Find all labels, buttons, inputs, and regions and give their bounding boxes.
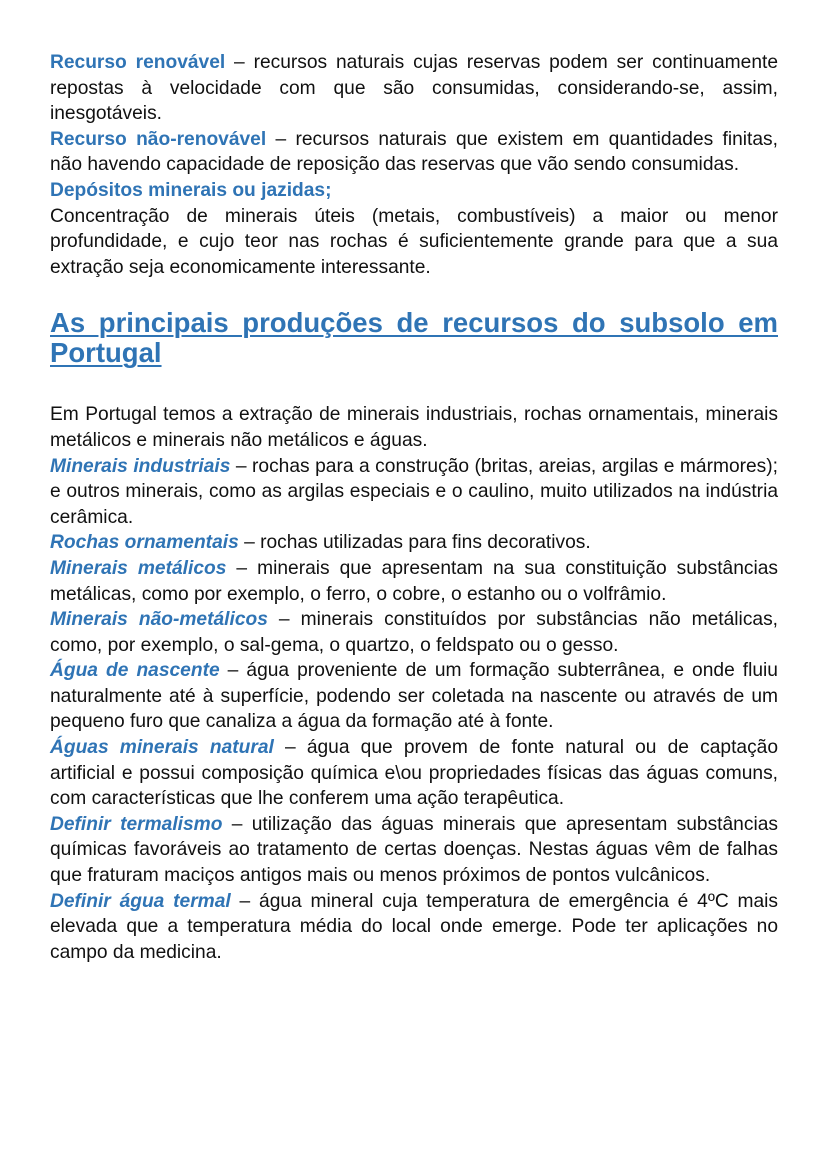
definition-text: – recursos naturais que existem em quantidades finitas, não havendo capacidade de reposição das reservas que vão sendo consumidas. (50, 128, 778, 176)
item-text: – rochas para a construção (britas, areias, argilas e mármores); e outros minerais, como as argilas especiais e o caulino, muito utilizados na indústria cerâmica. (50, 455, 778, 528)
definition-text: – recursos naturais cujas reservas podem ser continuamente repostas à velocidade com que são consumidas, considerando-se, assim, inesgotáveis. (50, 52, 778, 125)
definition-term: Recurso não-renovável (50, 128, 267, 150)
item-non-metallic-minerals (50, 607, 778, 658)
definition-renewable (50, 50, 778, 127)
definition-term: Recurso renovável (50, 52, 226, 73)
item-natural-mineral-water (50, 735, 778, 812)
item-ornamental-rocks (50, 530, 778, 556)
item-thermalism (50, 812, 778, 889)
item-term: Minerais metálicos (50, 557, 227, 579)
item-metallic-minerals (50, 556, 778, 607)
document-page (50, 50, 778, 965)
item-text: – água que provem de fonte natural ou de captação artificial e possui composição química e\ou propriedades físicas das águas comuns, com características que lhe conferem uma ação terapêutica. (50, 737, 779, 810)
section-intro: Em Portugal temos a extração de minerais industriais, rochas ornamentais, minerais metálicos e minerais não metálicos e águas. (50, 404, 778, 451)
definition-term: Depósitos minerais ou jazidas; (50, 179, 332, 201)
definition-non-renewable (50, 127, 778, 178)
item-term: Minerais industriais (50, 455, 231, 477)
item-text: – água proveniente de um formação subterrânea, e onde fluiu naturalmente até à superfície, podendo ser coletada na nascente ou através de um pequeno furo que canaliza a água da formação até à fonte. (50, 660, 778, 733)
definition-deposits-term (50, 178, 778, 204)
item-term: Rochas ornamentais (50, 532, 239, 554)
item-thermal-water (50, 889, 778, 966)
item-term: Água de nascente (50, 660, 220, 682)
item-term: Definir água termal (50, 890, 231, 912)
item-text: – minerais que apresentam na sua constituição substâncias metálicas, como por exemplo, o ferro, o cobre, o estanho ou o volfrâmio. (50, 557, 778, 605)
item-industrial-minerals (50, 454, 778, 531)
item-text: – água mineral cuja temperatura de emergência é 4ºC mais elevada que a temperatura média do local onde emerge. Pode ter aplicações no campo da medicina. (50, 890, 778, 963)
item-term: Definir termalismo (50, 813, 223, 835)
item-term: Águas minerais natural (50, 737, 274, 759)
item-text: – minerais constituídos por substâncias não metálicas, como, por exemplo, o sal-gema, o quartzo, o feldspato ou o gesso. (50, 609, 779, 656)
definition-deposits-text: Concentração de minerais úteis (metais, combustíveis) a maior ou menor profundidade, e cujo teor nas rochas é suficientemente grande para que a sua extração seja economicamente interessante. (50, 205, 778, 278)
item-text: – utilização das águas minerais que apresentam substâncias químicas favoráveis ao tratamento de certas doenças. Nestas águas vêm de falhas que fraturam maciços antigos mais ou menos próximos de pontos vulcânicos. (50, 813, 778, 887)
item-term: Minerais não-metálicos (50, 609, 268, 631)
item-text: – rochas utilizadas para fins decorativos. (238, 532, 591, 554)
item-spring-water (50, 658, 778, 735)
section-heading: As principais produções de recursos do subsolo em Portugal (50, 307, 778, 369)
